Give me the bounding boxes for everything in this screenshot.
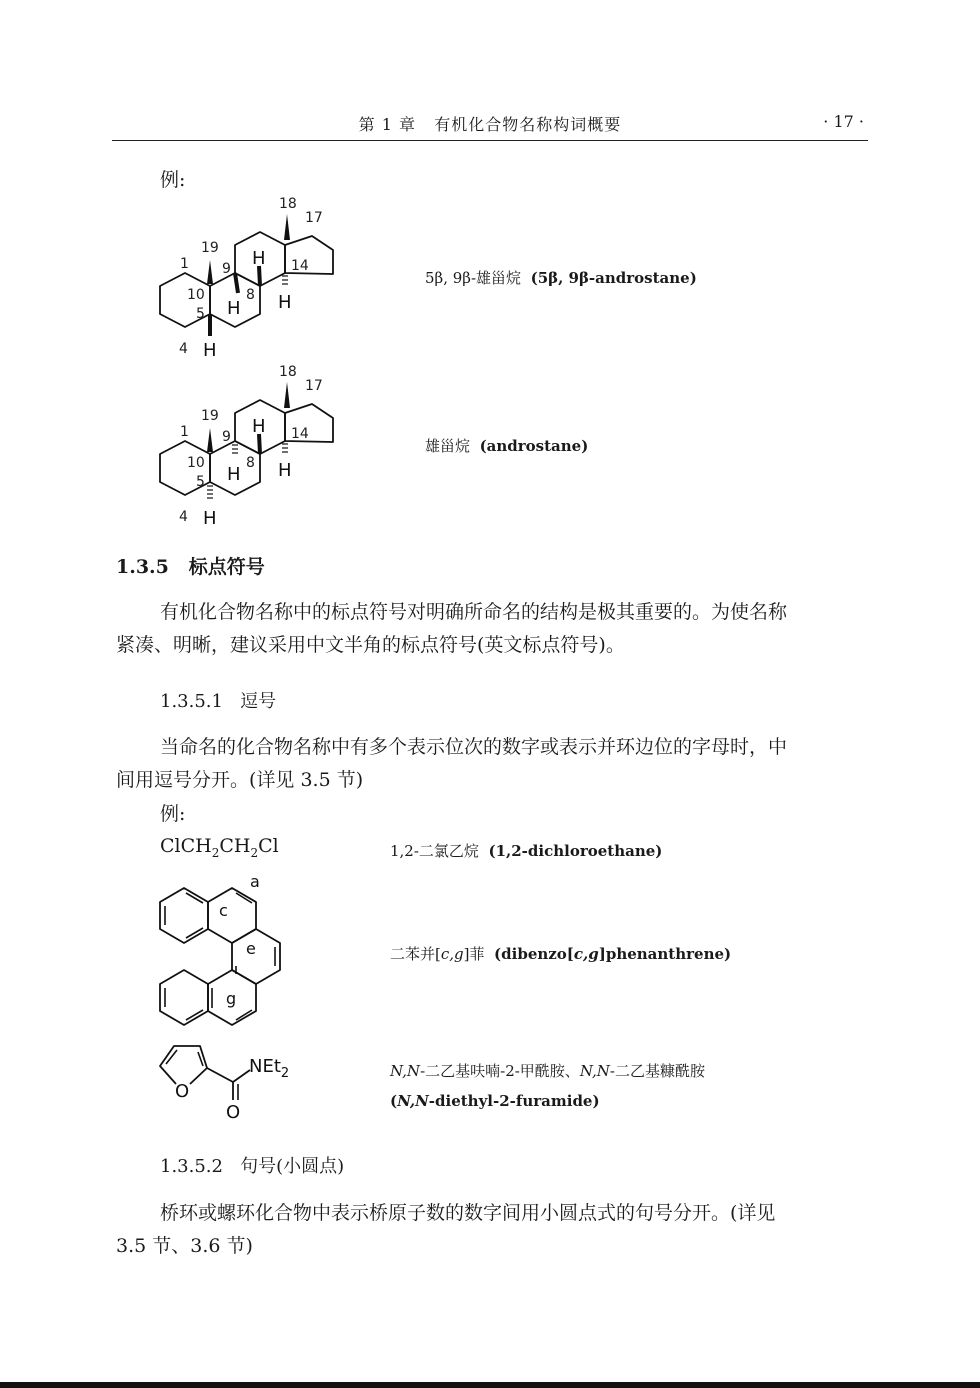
furamide-structure: [150, 1038, 310, 1128]
locant-10: 10: [187, 455, 205, 471]
ring-edge-a: a: [250, 872, 260, 891]
paragraph-3-line-1: 桥环或螺环化合物中表示桥原子数的数字间用小圆点式的句号分开。(详见: [160, 1202, 776, 1224]
androstane-5b9b-structure: [150, 192, 350, 362]
dibenzophenanthrene-structure: [150, 870, 300, 1035]
locant-17: 17: [305, 210, 323, 226]
locant-5: 5: [196, 306, 205, 322]
furan-oxygen: O: [175, 1081, 190, 1102]
example-label: 例:: [160, 169, 186, 191]
section-heading-1-3-5: 1.3.5 标点符号: [116, 556, 265, 578]
running-head: [112, 110, 868, 141]
hydrogen-label: H: [203, 340, 217, 361]
hydrogen-label: H: [278, 460, 292, 481]
locant-4: 4: [179, 509, 188, 525]
paragraph-3-line-2: 3.5 节、3.6 节): [116, 1235, 253, 1257]
chapter-number: 第 1 章: [358, 115, 417, 134]
locant-1: 1: [180, 424, 189, 440]
androstane-structure: [150, 360, 350, 530]
compound-name-furamide-cn: N,N-二乙基呋喃-2-甲酰胺、N,N-二乙基糠酰胺: [390, 1062, 705, 1080]
compound-name-5b9b-androstane: 5β, 9β-雄甾烷 (5β, 9β-androstane): [425, 269, 697, 287]
locant-9: 9: [222, 261, 231, 277]
diethylamino-group: NEt$_2$: [249, 1056, 290, 1081]
locant-19: 19: [201, 240, 219, 256]
locant-5: 5: [196, 474, 205, 490]
paragraph-1-line-2: 紧凑、明晰，建议采用中文半角的标点符号(英文标点符号)。: [116, 634, 625, 656]
locant-17: 17: [305, 378, 323, 394]
compound-name-furamide-en: (N,N-diethyl-2-furamide): [390, 1092, 600, 1110]
hydrogen-label: H: [227, 298, 241, 319]
locant-10: 10: [187, 287, 205, 303]
section-heading-1-3-5-2: 1.3.5.2 句号(小圆点): [160, 1156, 345, 1177]
hydrogen-label: H: [252, 416, 266, 437]
paragraph-2-line-1: 当命名的化合物名称中有多个表示位次的数字或表示并环边位的字母时，中: [160, 736, 788, 758]
paragraph-1-line-1: 有机化合物名称中的标点符号对明确所命名的结构是极其重要的。为使名称: [160, 601, 788, 623]
locant-4: 4: [179, 341, 188, 357]
ring-edge-e: e: [246, 939, 256, 958]
locant-19: 19: [201, 408, 219, 424]
locant-14: 14: [291, 258, 309, 274]
compound-name-androstane: 雄甾烷 (androstane): [425, 437, 589, 455]
locant-14: 14: [291, 426, 309, 442]
page-number: · 17 ·: [823, 112, 864, 131]
hydrogen-label: H: [252, 248, 266, 269]
compound-name-dichloroethane: 1,2-二氯乙烷 (1,2-dichloroethane): [390, 842, 663, 860]
paragraph-2-line-2: 间用逗号分开。(详见 3.5 节): [116, 769, 364, 791]
page-bottom-border: [0, 1382, 980, 1388]
carbonyl-oxygen: O: [226, 1102, 241, 1123]
example-label: 例:: [160, 803, 186, 825]
hydrogen-label: H: [203, 508, 217, 529]
compound-name-dibenzophenanthrene: 二苯并[c,g]菲 (dibenzo[c,g]phenanthrene): [390, 945, 732, 963]
locant-9: 9: [222, 429, 231, 445]
ring-edge-g: g: [226, 989, 237, 1008]
ring-edge-c: c: [219, 901, 228, 920]
chapter-title: 有机化合物名称构词概要: [434, 115, 622, 134]
running-head-title: [112, 112, 868, 135]
locant-18: 18: [279, 364, 297, 380]
locant-8: 8: [246, 287, 255, 303]
section-heading-1-3-5-1: 1.3.5.1 逗号: [160, 691, 277, 712]
locant-18: 18: [279, 196, 297, 212]
locant-8: 8: [246, 455, 255, 471]
hydrogen-label: H: [278, 292, 292, 313]
hydrogen-label: H: [227, 464, 241, 485]
locant-1: 1: [180, 256, 189, 272]
dichloroethane-formula: $ClCH_2CH_2Cl$: [160, 835, 279, 860]
